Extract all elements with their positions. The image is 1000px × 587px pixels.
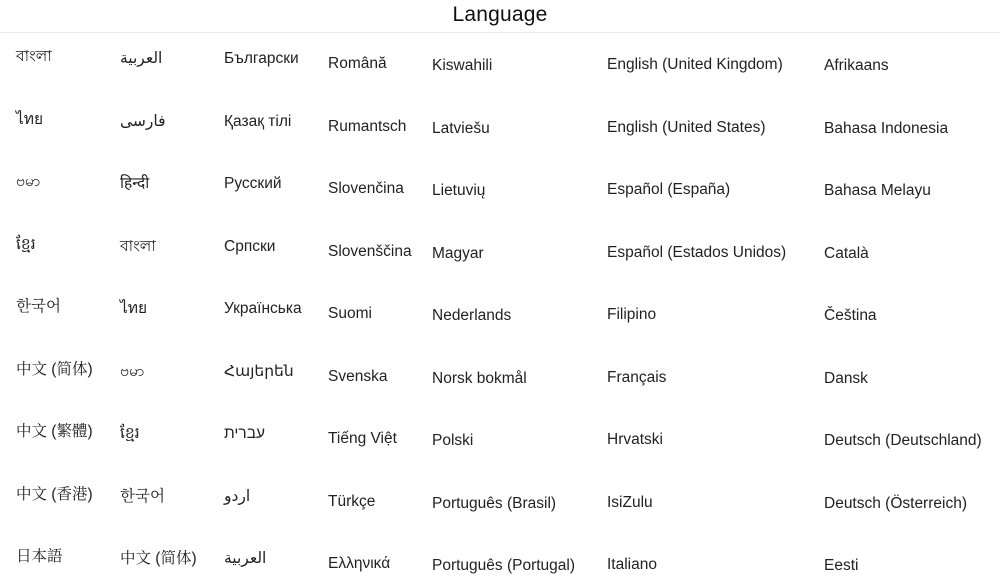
language-option[interactable]: हिन्दी (120, 175, 150, 192)
language-option[interactable]: Slovenčina (328, 180, 404, 197)
language-option[interactable]: English (United States) (607, 118, 766, 136)
language-option[interactable]: Deutsch (Deutschland) (824, 432, 982, 449)
language-option[interactable]: Català (824, 244, 869, 262)
language-option[interactable]: Čeština (824, 307, 877, 324)
language-option[interactable]: 中文 (简体) (16, 360, 93, 378)
language-option[interactable]: Rumantsch (328, 117, 407, 135)
language-option[interactable]: বাংলা (120, 237, 156, 255)
language-option[interactable]: Svenska (328, 367, 388, 385)
language-option[interactable]: اردو (224, 487, 251, 505)
language-option[interactable]: 日本語 (16, 548, 63, 565)
language-option[interactable]: Türkçe (328, 492, 376, 510)
language-option[interactable]: বাংলা (16, 48, 52, 65)
language-option[interactable]: Dansk (824, 369, 868, 387)
language-option[interactable]: English (United Kingdom) (607, 56, 783, 73)
language-option[interactable]: Português (Brasil) (432, 494, 557, 512)
language-option[interactable]: Español (España) (607, 181, 731, 198)
language-option[interactable]: Հայերեն (224, 362, 294, 380)
language-option[interactable]: Magyar (432, 244, 484, 262)
language-option[interactable]: ဗမာ (120, 362, 145, 380)
language-option[interactable]: 한국어 (120, 487, 165, 505)
page-title: Language (452, 3, 548, 26)
language-option[interactable]: ไทย (16, 110, 44, 128)
language-option[interactable]: Norsk bokmål (432, 369, 527, 387)
language-option[interactable]: ខ្មែរ (16, 235, 36, 253)
language-header (0, 0, 1000, 33)
language-option[interactable]: Српски (224, 237, 276, 255)
language-option[interactable]: Eesti (824, 557, 859, 574)
language-option[interactable]: Bahasa Melayu (824, 182, 931, 199)
language-option[interactable]: 中文 (简体) (120, 550, 197, 567)
language-option[interactable]: Filipino (607, 306, 657, 323)
language-option[interactable]: IsiZulu (607, 493, 653, 511)
language-option[interactable]: ไทย (120, 300, 148, 317)
language-option[interactable]: ខ្មែរ (120, 425, 140, 442)
language-option[interactable]: Українська (224, 300, 302, 317)
language-option[interactable]: 中文 (繁體) (16, 423, 93, 440)
language-option[interactable]: 한국어 (16, 298, 61, 315)
language-option[interactable]: Italiano (607, 556, 657, 573)
language-option[interactable]: Қазақ тілі (224, 112, 292, 130)
language-option[interactable]: العربية (120, 50, 163, 67)
language-option[interactable]: Latviešu (432, 119, 490, 137)
language-option[interactable]: Español (Estados Unidos) (607, 243, 787, 261)
language-option[interactable]: Bahasa Indonesia (824, 119, 949, 137)
language-option[interactable]: Română (328, 55, 387, 72)
language-option[interactable]: Suomi (328, 305, 372, 322)
language-option[interactable]: Hrvatski (607, 431, 663, 448)
language-option[interactable]: Afrikaans (824, 57, 889, 74)
language-option[interactable]: 中文 (香港) (16, 485, 93, 503)
language-option[interactable]: Português (Portugal) (432, 557, 576, 574)
language-option[interactable]: Polski (432, 432, 474, 449)
language-option[interactable]: Tiếng Việt (328, 430, 397, 447)
language-option[interactable]: עברית (224, 425, 265, 442)
language-option[interactable]: Русский (224, 175, 282, 192)
language-option[interactable]: Deutsch (Österreich) (824, 494, 967, 512)
language-option[interactable]: Ελληνικά (328, 555, 391, 572)
language-option[interactable]: فارسی (120, 112, 166, 130)
language-option[interactable]: ဗမာ (16, 173, 41, 190)
language-option[interactable]: Български (224, 50, 299, 67)
language-option[interactable]: Lietuvių (432, 182, 486, 199)
language-option[interactable]: Nederlands (432, 307, 512, 324)
language-option[interactable]: Français (607, 368, 667, 386)
language-option[interactable]: Slovenščina (328, 242, 412, 260)
language-option[interactable]: العربية (224, 550, 267, 567)
language-option[interactable]: Kiswahili (432, 57, 493, 74)
